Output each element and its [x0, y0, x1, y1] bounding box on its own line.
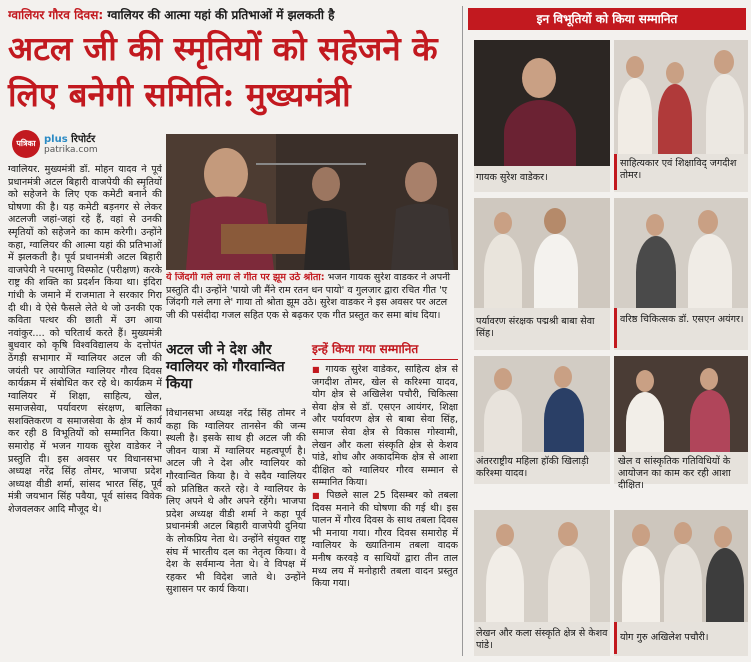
photo-caption-3: पर्यावरण संरक्षक पद्मश्री बाबा सेवा सिंह। [476, 316, 595, 339]
honoree-photo-4 [614, 198, 748, 350]
photo-caption-7: लेखन और कला संस्कृति क्षेत्र से केशव पांडे। [476, 628, 608, 651]
plus-label: plus [44, 134, 68, 145]
photo-caption-4: वरिष्ठ चिकित्सक डॉ. एसएन अयंगर। [620, 314, 744, 325]
honoree-photo-7 [474, 510, 610, 656]
site-label: patrika.com [44, 145, 98, 155]
photo-image [614, 40, 748, 154]
main-photo-art [166, 134, 458, 270]
kicker [8, 6, 460, 23]
honoree-photo-3 [474, 198, 610, 350]
kicker-tag: ग्वालियर गौरव दिवस: [8, 8, 104, 22]
honoree-photo-8 [614, 510, 748, 656]
photo-caption-1: गायक सुरेश वाडेकर। [476, 172, 548, 183]
photo-caption-6: खेल व सांस्कृतिक गतिविधियों के आयोजन का काम कर रही आशा दीक्षित। [618, 456, 731, 491]
article-body-col1: ग्वालियर. मुख्यमंत्री डॉ. मोहन यादव ने पूर्व प्रधानमंत्री अटल बिहारी वाजपेयी की स्मृतियों को सहेजने के लिए एक कमेटी बनाने की घोषणा की है। यह कमेटी बड़नगर से लेकर अटलजी जहां-जहां रहे हैं, वहां से उनकी स्मृतियों को सहेजने का काम करेगी। उन्होंने कहा, ग्वालियर की आत्मा यहां की प्रतिभाओं में झलकती है। पूर्व प्रधानमंत्री अटल बिहारी वाजपेयी ने परमाणु विस्फोट (परीक्षण) करके राष्ट्र की शक्ति का प्रदर्शन किया था। इंदिरा गांधी के जमाने में राजमाता ने सरकार गिरा दी थी। वे ऐसे फैसले लेते थे जो उनकी एक कविता पत्थर की छाती में उग आया नवांकुर.... को चरितार्थ करते हैं। मुख्यमंत्री बुधवार को कृषि विश्वविद्यालय के दत्तोपंत ठेंगड़ी सभागार में ग्वालियर अटल जी की जयंती पर आयोजित ग्वालियर गौरव दिवस कार्यक्रम में संबोधित कर रहे थे। कार्यक्रम में ग्वालियर में शिक्षा, साहित्य, खेल, समाजसेवा, पर्यावरण संरक्षण, बालिका सशक्तिकरण व समाजसेवा के क्षेत्र में कार्य कर रही 8 विभूतियों को सम्मानित किया। समारोह में भजन गायक सुरेश वाडेकर ने प्रस्तुति दी। इस अवसर पर विधानसभा अध्यक्ष नरेंद्र सिंह तोमर, भाजपा प्रदेश अध्यक्ष वीडी शर्मा, सांसद भारत सिंह, पूर्व मंत्री जयभान सिंह पवैया, पूर्व सांसद विवेक शेजवलकर आदि मौजूद थे। [8, 164, 162, 516]
main-photo [166, 134, 458, 270]
photo-caption-8: योग गुरु अखिलेश पचौरी। [620, 632, 709, 643]
caption-text: भजन गायक सुरेश वाडकर ने अपनी प्रस्तुति दी। उन्होंने 'पायो जी मैंने राम रतन धन पायो' व गुलजार द्वारा रचित गीत 'ए जिंदगी गले लगा ले' गाया तो श्रोता झूम उठे। सुरेश वाडकर ने इस अवसर पर अटल जी की पसंदीदा गजल सहित एक से बढ़कर एक गीत प्रस्तुत कर समा बांध दिया। [166, 272, 451, 321]
honoree-photo-2 [614, 40, 748, 192]
photo-caption [166, 272, 458, 338]
photo-image [614, 356, 748, 452]
caption-lead: ये जिंदगी गले लगा ले गीत पर झूम उठे श्रोता: [166, 272, 325, 283]
honoree-photo-1 [474, 40, 610, 192]
section1-body: विधानसभा अध्यक्ष नरेंद्र सिंह तोमर ने कहा कि ग्वालियर तानसेन की जन्म स्थली है। इसके साथ ही अटल जी की जीवन यात्रा में ग्वालियर महत्वपूर्ण है। अटल जी ने देश और ग्वालियर को गौरवान्वित किया है। वे सदैव ग्वालियर को प्रतिष्ठित करते रहे। वे ग्वालियर के लिए अपने थे और अपने रहेंगे। भाजपा प्रदेश अध्यक्ष वीडी शर्मा ने कहा पूर्व प्रधानमंत्री अटल बिहारी वाजपेयी दुनिया के लोकप्रिय नेता थे। उन्होंने संयुक्त राष्ट्र संघ में भारतीय दल का नेतृत्व किया। वे देश के सर्वमान्य नेता थे। वे विपक्ष में रहकर भी विदेश जाते थे। उन्होंने सुशासन पर कार्य किया। [166, 408, 306, 596]
photo-caption-5: अंतरराष्ट्रीय महिला हॉकी खिलाड़ी करिश्मा यादव। [476, 456, 589, 479]
section1-title: अटल जी ने देश और ग्वालियर को गौरवान्वित किया [166, 342, 285, 392]
honoree-photo-5 [474, 356, 610, 484]
section2-title: इन्हें किया गया सम्मानित [312, 342, 458, 360]
bullet-text-2: पिछले साल 25 दिसम्बर को तबला दिवस मनाने की घोषणा की गई थी। इस पालन में गौरव दिवस के साथ तबला दिवस भी मनाया गया। गौरव दिवस समारोह में ग्वालियर के ख्यातिनाम तबला वादक मनीष करवड़े व साथियों द्वारा तीन ताल मध्य लय में मनोहारी तबला वादन प्रस्तुत किया गया। [312, 489, 458, 590]
bullet-text-1: गायक सुरेश वाडेकर, साहित्य क्षेत्र से जगदीश तोमर, खेल से करिश्मा यादव, योग क्षेत्र से अखिलेश पचौरी, चिकित्सा सेवा क्षेत्र से डॉ. एसएन आयंगर, शिक्षा और पर्यावरण क्षेत्र से बाबा सेवा सिंह, समाज सेवा क्षेत्र से विकास गोस्वामी, लेखन और कला संस्कृति क्षेत्र से केशव पांडे, शोध और अकादमिक क्षेत्र से आशा दीक्षित को ग्वालियर गौरव सम्मान से सम्मानित किया। [312, 364, 458, 489]
photo-image [474, 510, 610, 622]
headline: अटल जी की स्मृतियों को सहेजने के लिए बनेगी समिति: मुख्यमंत्री [8, 29, 438, 114]
bullet-icon: ■ [312, 490, 327, 500]
photo-image [614, 198, 748, 308]
bullet-icon: ■ [312, 365, 326, 374]
reporter-label: रिपोर्टर [71, 134, 96, 145]
section2-body [312, 364, 458, 658]
photo-image [474, 40, 610, 166]
byline [44, 131, 95, 145]
patrika-logo: पत्रिका [12, 130, 40, 158]
bullet-item-2 [312, 490, 458, 591]
honoree-photo-6 [614, 356, 748, 491]
photo-image [474, 356, 610, 452]
photo-image [474, 198, 610, 308]
right-panel-title: इन विभूतियों को किया सम्मानित [468, 8, 746, 30]
photo-caption-2: साहित्यकार एवं शिक्षाविद् जगदीश तोमर। [620, 158, 737, 181]
column-divider [462, 6, 463, 656]
kicker-text: ग्वालियर की आत्मा यहां की प्रतिभाओं में झलकती है [107, 8, 335, 22]
bullet-item-1 [312, 364, 458, 490]
photo-image [614, 510, 748, 622]
